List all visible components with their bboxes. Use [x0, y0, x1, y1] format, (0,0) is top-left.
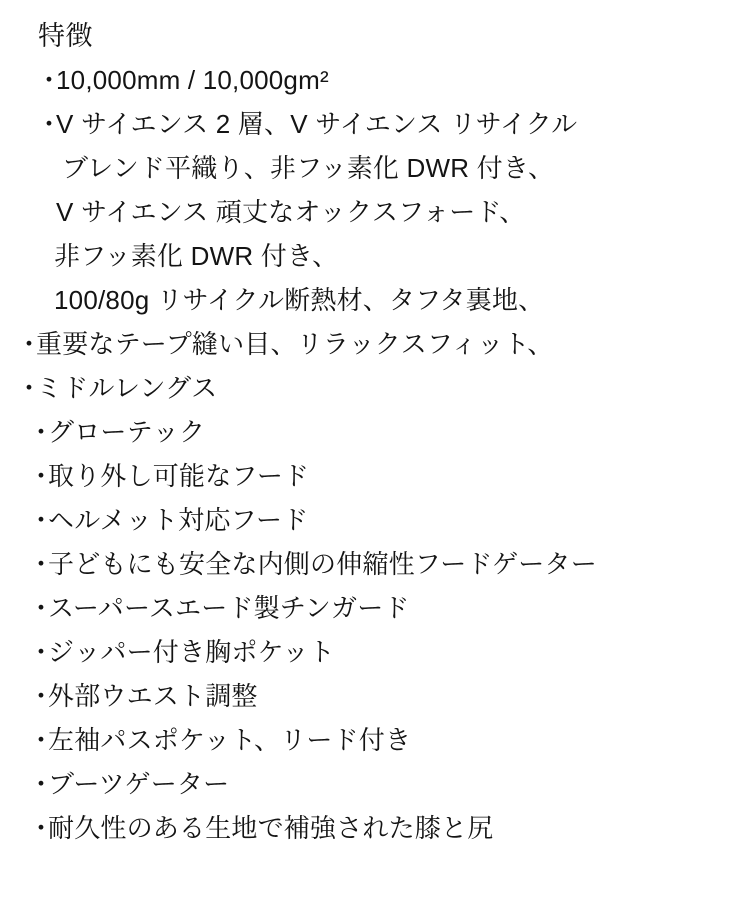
- bullet-icon: ・: [16, 373, 43, 404]
- bullet-icon: ・: [16, 329, 43, 360]
- bullet-icon: ・: [28, 593, 55, 624]
- feature-text: ヘルメット対応フード: [48, 505, 309, 536]
- feature-text: 左袖パスポケット、リード付き: [48, 725, 412, 756]
- feature-item: [10, 366, 730, 410]
- bullet-icon: ・: [28, 769, 55, 800]
- bullet-icon: ・: [28, 681, 55, 712]
- bullet-icon: ・: [28, 637, 55, 668]
- feature-item: [10, 234, 730, 278]
- feature-text: V サイエンス 頑丈なオックスフォード、: [56, 197, 526, 228]
- bullet-icon: ・: [36, 65, 63, 96]
- feature-text: 外部ウエスト調整: [48, 681, 258, 712]
- feature-text: 耐久性のある生地で補強された膝と尻: [48, 813, 494, 844]
- feature-text: 取り外し可能なフード: [48, 461, 310, 492]
- feature-text: ミドルレングス: [36, 373, 218, 404]
- feature-text: 子どもにも安全な内側の伸縮性フードゲーター: [48, 549, 597, 580]
- feature-item: [10, 498, 730, 542]
- bullet-icon: ・: [28, 505, 55, 536]
- bullet-icon: ・: [36, 109, 63, 140]
- feature-item: [10, 146, 730, 190]
- feature-item: [10, 806, 730, 850]
- feature-item: [10, 718, 730, 762]
- feature-item: [10, 102, 730, 146]
- feature-list: [10, 58, 730, 850]
- feature-text: ブレンド平織り、非フッ素化 DWR 付き、: [62, 153, 555, 184]
- feature-text: 重要なテープ縫い目、リラックスフィット、: [36, 329, 554, 360]
- feature-text: グローテック: [48, 417, 206, 448]
- feature-text: 非フッ素化 DWR 付き、: [54, 241, 339, 272]
- feature-item: [10, 762, 730, 806]
- feature-item: [10, 542, 730, 586]
- feature-item: [10, 454, 730, 498]
- feature-item: [10, 674, 730, 718]
- feature-text: ジッパー付き胸ポケット: [48, 637, 335, 668]
- feature-text: スーパースエード製チンガード: [48, 593, 410, 624]
- bullet-icon: ・: [28, 461, 55, 492]
- bullet-icon: ・: [28, 725, 55, 756]
- feature-item: [10, 410, 730, 454]
- feature-text: ブーツゲーター: [48, 769, 230, 800]
- feature-item: [10, 586, 730, 630]
- page-title: 特徴: [38, 21, 93, 51]
- feature-item: [10, 190, 730, 234]
- feature-item: [10, 278, 730, 322]
- feature-text: V サイエンス 2 層、V サイエンス リサイクル: [56, 109, 578, 140]
- feature-text: 10,000mm / 10,000gm²: [56, 65, 329, 96]
- feature-text: 100/80g リサイクル断熱材、タフタ裏地、: [54, 285, 545, 316]
- feature-item: [10, 58, 730, 102]
- bullet-icon: ・: [28, 813, 55, 844]
- bullet-icon: ・: [28, 549, 55, 580]
- feature-item: [10, 322, 730, 366]
- feature-item: [10, 630, 730, 674]
- bullet-icon: ・: [28, 417, 55, 448]
